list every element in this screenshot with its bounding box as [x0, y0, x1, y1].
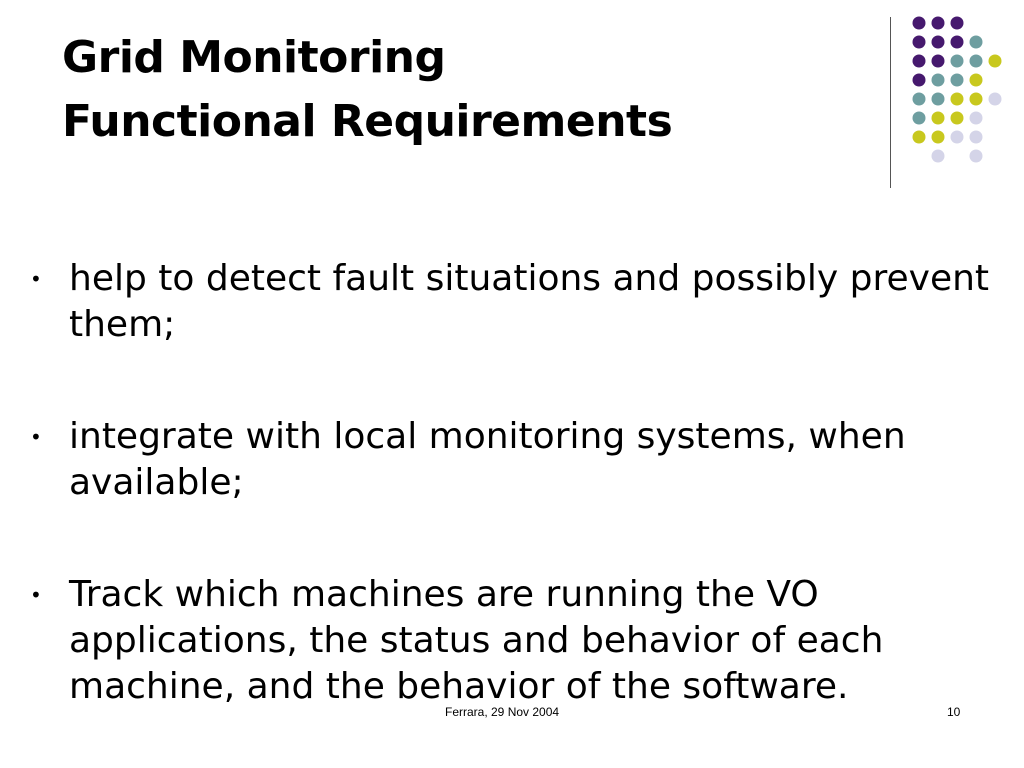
title-line-1: Grid Monitoring — [62, 32, 446, 83]
decorative-dot — [970, 93, 983, 106]
bullet-dot-icon: • — [30, 583, 42, 607]
decorative-dot — [932, 150, 945, 163]
bullet-dot-icon: • — [30, 267, 42, 291]
decorative-dot — [932, 112, 945, 125]
slide-title — [62, 26, 672, 154]
decorative-dot — [970, 112, 983, 125]
bullet-text: help to detect fault situations and possibly prevent them; — [69, 258, 990, 345]
decorative-dot — [913, 131, 926, 144]
page-number: 10 — [947, 705, 961, 719]
bullet-item — [30, 414, 990, 506]
decorative-dot — [932, 55, 945, 68]
decorative-dot — [932, 93, 945, 106]
bullet-list — [30, 256, 990, 768]
decorative-dot — [951, 17, 964, 30]
decorative-dot — [913, 74, 926, 87]
title-divider — [890, 17, 891, 188]
decorative-dot — [970, 131, 983, 144]
decorative-dot — [989, 93, 1002, 106]
decorative-dot — [989, 55, 1002, 68]
decorative-dot — [951, 131, 964, 144]
decorative-dot — [932, 17, 945, 30]
decorative-dot — [932, 36, 945, 49]
footer-text: Ferrara, 29 Nov 2004 — [445, 705, 560, 719]
bullet-dot-icon: • — [30, 425, 42, 449]
bullet-item — [30, 572, 990, 710]
decorative-dot — [913, 17, 926, 30]
decorative-dot — [951, 74, 964, 87]
decorative-dot — [951, 93, 964, 106]
decorative-dot — [970, 36, 983, 49]
decorative-dot — [951, 55, 964, 68]
bullet-text: integrate with local monitoring systems, when available; — [69, 416, 906, 503]
decorative-dot — [932, 131, 945, 144]
decorative-dot — [951, 36, 964, 49]
decorative-dot — [913, 93, 926, 106]
bullet-item — [30, 256, 990, 348]
decorative-dot — [970, 55, 983, 68]
bullet-text: Track which machines are running the VO applications, the status and behavior of each machine, and the behavior of the software. — [69, 574, 884, 707]
decorative-dot — [932, 74, 945, 87]
decorative-dot — [951, 112, 964, 125]
decorative-dot — [913, 55, 926, 68]
decorative-dot — [970, 150, 983, 163]
decorative-dot — [913, 112, 926, 125]
title-line-2: Functional Requirements — [62, 96, 673, 147]
decorative-dot — [970, 74, 983, 87]
decorative-dot — [913, 36, 926, 49]
